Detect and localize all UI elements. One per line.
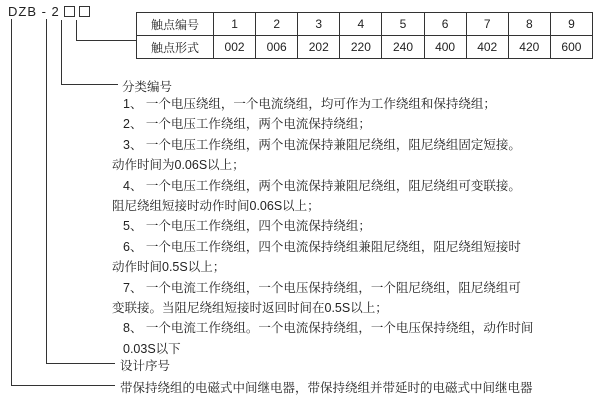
classification-line: 8、 一个电流工作绕组。一个电流保持绕组，一个电压保持绕组，动作时间 [123,321,534,336]
table-cell: 3 [298,13,340,36]
table-cell: 600 [550,36,592,59]
table-cell: 220 [340,36,382,59]
table-cell: 9 [550,13,592,36]
classification-line: 4、 一个电压工作绕组，两个电流保持兼阻尼绕组，阻尼绕组可变联接。 [123,178,521,193]
contact-table [136,12,593,59]
table-cell: 5 [382,13,424,36]
classification-list [112,94,598,359]
classification-line: 6、 一个电压工作绕组，四个电流保持绕组兼阻尼绕组，阻尼绕组短接时 [123,239,521,254]
connector-classification-horizontal [61,84,118,85]
table-cell: 2 [256,13,298,36]
classification-line: 变联接。当阻尼绕组短接时返回时间在0.5S以上； [112,301,388,316]
table-row-header: 触点编号 [137,13,214,36]
table-cell: 1 [214,13,256,36]
relay-type-description-label: 带保持绕组的电磁式中间继电器，带保持绕组并带延时的电磁式中间继电器 [120,381,533,395]
connector-contact-table-vertical [76,20,77,40]
classification-line: 0.03S以下 [123,341,181,356]
connector-classification-vertical [61,20,62,84]
connector-contact-table-horizontal [76,40,136,41]
table-cell: 420 [508,36,550,59]
table-cell: 7 [466,13,508,36]
contact-table-body [137,13,593,59]
table-cell: 8 [508,13,550,36]
connector-relay-type-horizontal [11,385,115,386]
connector-design-serial-vertical [46,19,47,364]
classification-line: 1、 一个电压绕组，一个电流绕组，均可作为工作绕组和保持绕组； [123,97,496,111]
connector-design-serial-horizontal [46,363,115,364]
table-cell: 240 [382,36,424,59]
table-cell: 400 [424,36,466,59]
table-cell: 4 [340,13,382,36]
classification-line: 3、 一个电压工作绕组，两个电流保持兼阻尼绕组，阻尼绕组固定短接。 [123,137,521,152]
table-row [137,36,593,59]
table-cell: 402 [466,36,508,59]
classification-number-label: 分类编号 [122,80,173,94]
table-cell: 002 [214,36,256,59]
table-cell: 6 [424,13,466,36]
table-row [137,13,593,36]
model-code-text: DZB - 2 [8,4,60,19]
model-digit-box-1 [64,6,75,17]
classification-line: 7、 一个电流工作绕组，一个电压保持绕组，一个阻尼绕组，阻尼绕组可 [123,280,521,295]
classification-line: 动作时间0.5S以上； [112,260,226,275]
table-cell: 006 [256,36,298,59]
classification-line: 5、 一个电压工作绕组，四个电流保持绕组； [123,219,371,234]
table-cell: 202 [298,36,340,59]
model-digit-box-2 [79,6,90,17]
contact-table-wrapper [136,12,593,59]
table-row-header: 触点形式 [137,36,214,59]
design-serial-label: 设计序号 [120,359,171,373]
model-code [8,4,90,19]
classification-line: 2、 一个电压工作绕组，两个电流保持绕组； [123,117,371,132]
classification-line: 阻尼绕组短接时动作时间0.06S以上； [112,199,320,214]
connector-relay-type-vertical [11,19,12,386]
classification-line: 动作时间为0.06S以上； [112,158,245,173]
